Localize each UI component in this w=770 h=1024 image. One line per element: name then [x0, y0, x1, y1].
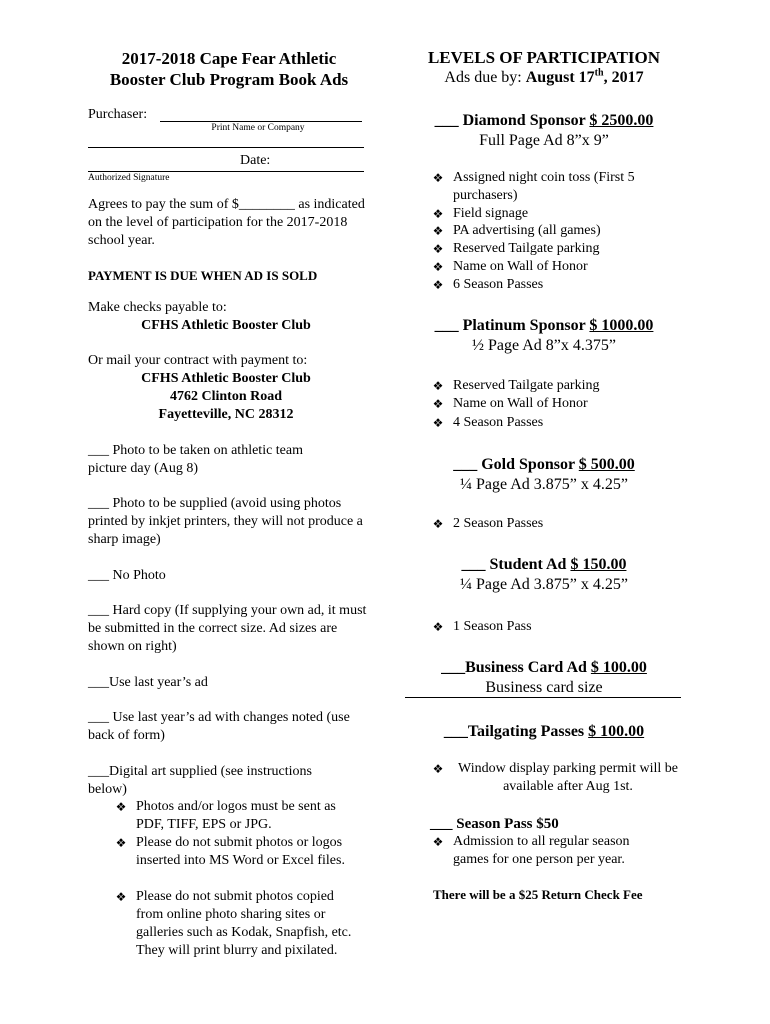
diamond-bullet-icon: ❖	[432, 620, 444, 634]
diamond-bullet-icon: ❖	[432, 835, 444, 849]
business-card-size: Business card size	[485, 679, 603, 696]
diamond-bullet-icon: ❖	[432, 242, 444, 256]
platinum-sponsor-level[interactable]: ___ Platinum Sponsor $ 1000.00	[434, 317, 654, 334]
mail-street: 4762 Clinton Road	[169, 389, 283, 404]
option-digital-art[interactable]: ___Digital art supplied (see instructions below)	[88, 764, 312, 797]
option-last-year-ad[interactable]: ___Use last year’s ad	[88, 675, 208, 690]
option-photo-supplied[interactable]: ___ Photo to be supplied (avoid using photos printed by inkjet printers, they will not produce a sharp image)	[88, 496, 363, 547]
diamond-bullet-icon: ❖	[432, 762, 444, 776]
checks-label: Make checks payable to:	[88, 300, 227, 315]
diamond-bullet-icon: ❖	[432, 224, 444, 238]
diamond-bullet-icon: ❖	[432, 171, 444, 185]
tailgating-passes-level[interactable]: ___Tailgating Passes $ 100.00	[443, 723, 645, 740]
diamond-bullet-icon: ❖	[115, 800, 127, 814]
mail-name: CFHS Athletic Booster Club	[141, 371, 311, 386]
diamond-bullet-icon: ❖	[432, 517, 444, 531]
authorized-signature-label: Authorized Signature	[88, 173, 170, 183]
checks-payee: CFHS Athletic Booster Club	[141, 318, 311, 333]
diamond-ad-size: Full Page Ad 8”x 9”	[479, 132, 609, 149]
season-pass-level[interactable]: ___ Season Pass $50	[430, 816, 559, 832]
diamond-bullet-icon: ❖	[115, 836, 127, 850]
option-photo-taken[interactable]: ___ Photo to be taken on athletic team picture day (Aug 8)	[88, 443, 304, 476]
levels-heading: LEVELS OF PARTICIPATION	[427, 48, 661, 67]
purchaser-label: Purchaser:	[88, 107, 148, 122]
print-name-label: Print Name or Company	[211, 123, 305, 133]
diamond-bullet-icon: ❖	[115, 890, 127, 904]
diamond-sponsor-level[interactable]: ___ Diamond Sponsor $ 2500.00	[434, 112, 654, 129]
mail-label: Or mail your contract with payment to:	[88, 353, 308, 368]
option-last-year-changes[interactable]: ___ Use last year’s ad with changes noted (use back of form)	[88, 710, 350, 743]
option-hard-copy[interactable]: ___ Hard copy (If supplying your own ad, it must be submitted in the correct size. Ad sizes are shown on right)	[88, 603, 367, 654]
section-divider	[405, 697, 681, 698]
platinum-ad-size: ½ Page Ad 8”x 4.375”	[472, 337, 616, 354]
mail-city: Fayetteville, NC 28312	[158, 407, 294, 422]
return-check-fee: There will be a $25 Return Check Fee	[433, 887, 643, 902]
diamond-bullet-icon: ❖	[432, 416, 444, 430]
signature-line[interactable]	[88, 147, 364, 148]
business-card-level[interactable]: ___Business Card Ad $ 100.00	[441, 659, 647, 676]
gold-sponsor-level[interactable]: ___ Gold Sponsor $ 500.00	[453, 456, 635, 473]
option-no-photo[interactable]: ___ No Photo	[88, 568, 166, 583]
student-ad-level[interactable]: ___ Student Ad $ 150.00	[461, 556, 627, 573]
payment-due-notice: PAYMENT IS DUE WHEN AD IS SOLD	[88, 268, 318, 283]
gold-ad-size: ¼ Page Ad 3.875” x 4.25”	[460, 476, 628, 493]
diamond-bullet-icon: ❖	[432, 207, 444, 221]
form-title-line1: 2017-2018 Cape Fear Athletic	[121, 49, 337, 68]
diamond-bullet-icon: ❖	[432, 278, 444, 292]
diamond-bullet-icon: ❖	[432, 260, 444, 274]
diamond-bullet-icon: ❖	[432, 379, 444, 393]
date-label: Date:	[240, 153, 271, 168]
form-title-line2: Booster Club Program Book Ads	[109, 70, 349, 89]
agrees-text: Agrees to pay the sum of $________ as indicated on the level of participation for the 2017-2018 school year.	[88, 197, 365, 248]
student-ad-size: ¼ Page Ad 3.875” x 4.25”	[460, 576, 628, 593]
diamond-bullet-icon: ❖	[432, 397, 444, 411]
ads-due-date: Ads due by: August 17th, 2017	[444, 67, 644, 86]
